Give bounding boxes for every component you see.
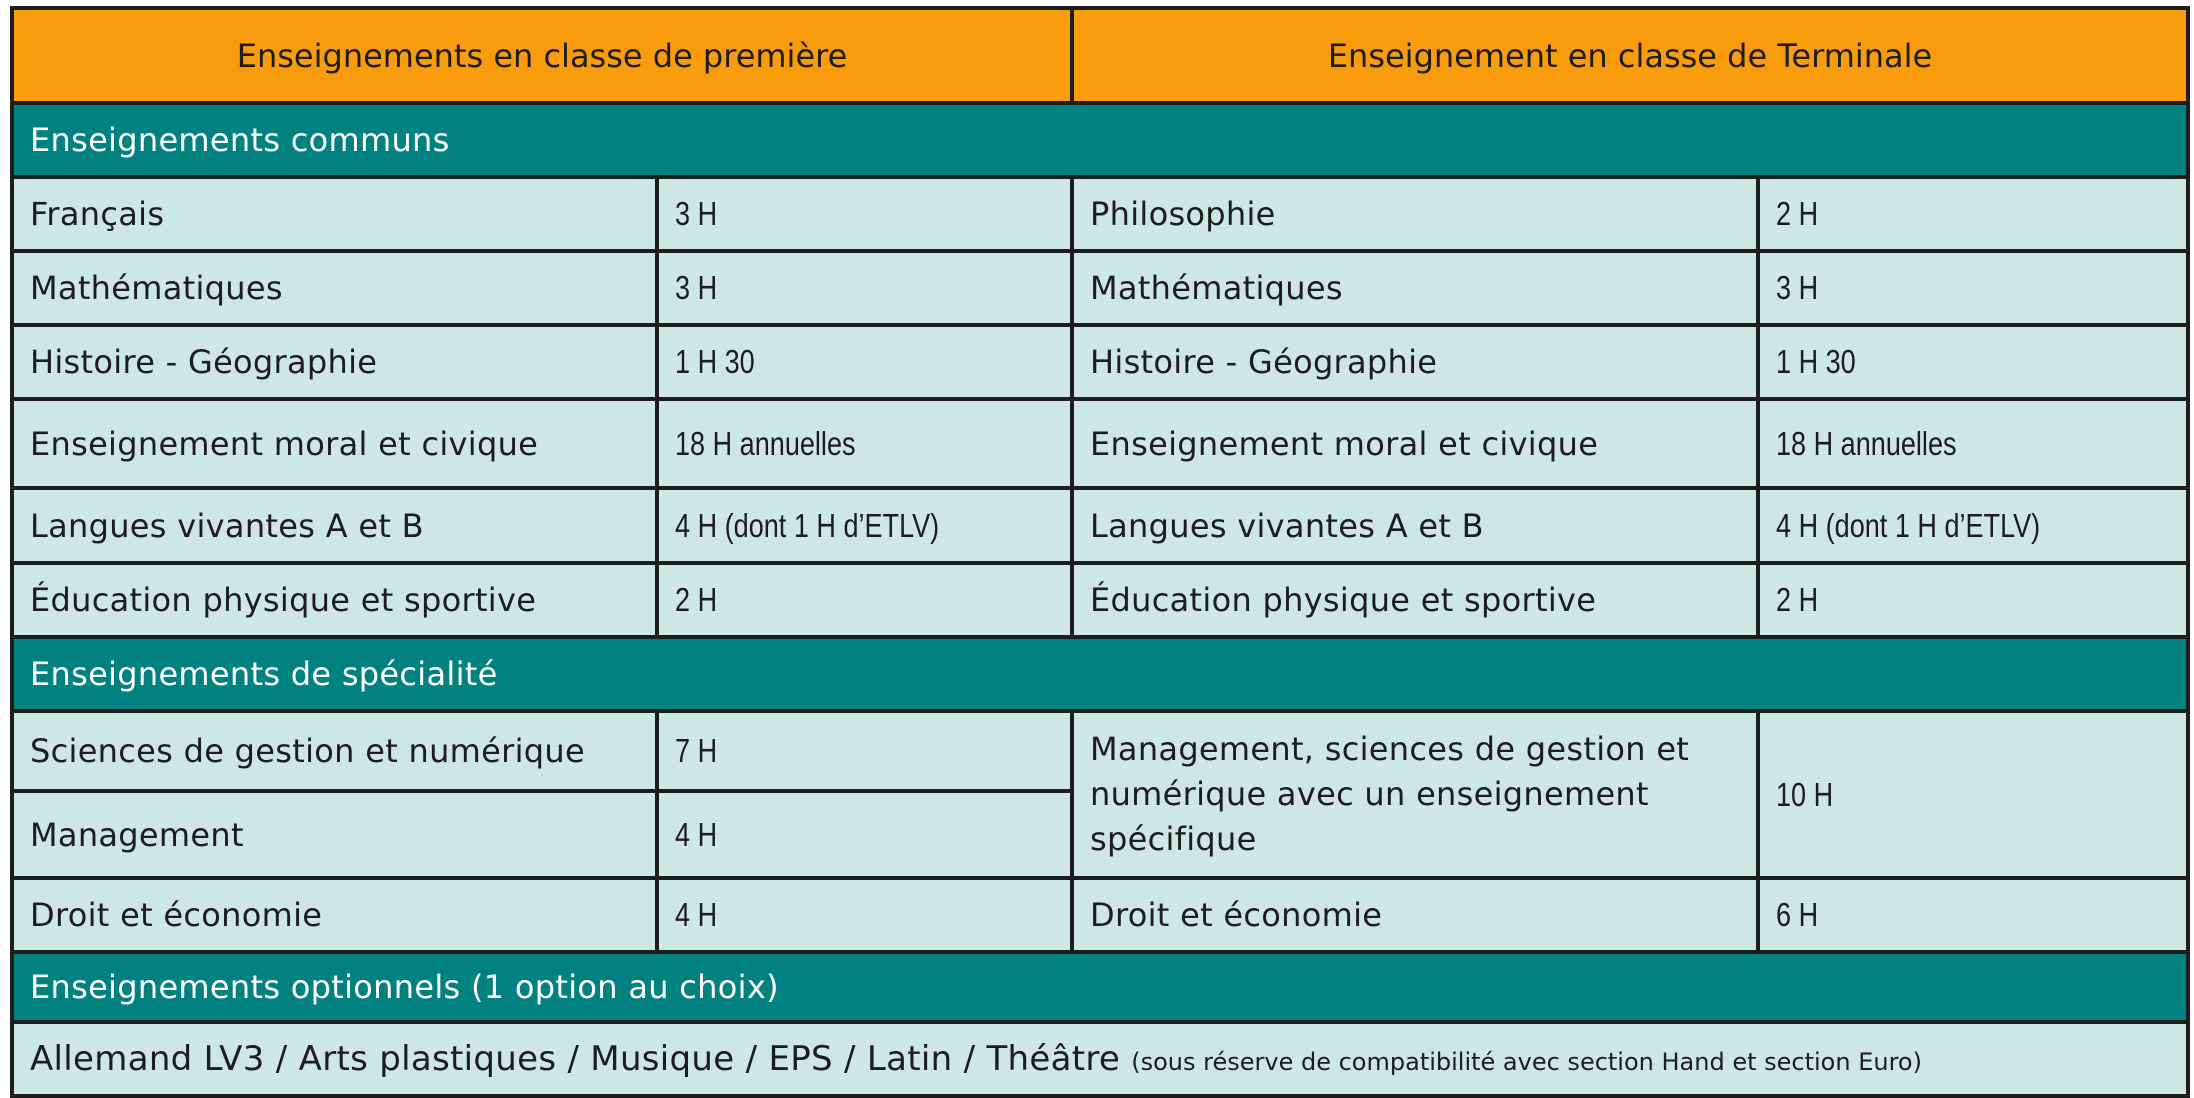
terminale-hours (1758, 878, 2188, 952)
options-list: Allemand LV3 / Arts plastiques / Musique / EPS / Latin / Théâtre (30, 1039, 1121, 1079)
section-row-optionnels (12, 952, 2188, 1022)
hours-value: 2 H (675, 581, 718, 618)
hours-value: 18 H annuelles (1776, 424, 1957, 462)
premiere-subject: Français (12, 177, 657, 251)
premiere-subject: Droit et économie (12, 878, 657, 952)
premiere-subject: Sciences de gestion et numérique (12, 711, 657, 791)
premiere-subject: Éducation physique et sportive (12, 563, 657, 637)
terminale-hours (1758, 488, 2188, 563)
premiere-subject: Histoire - Géographie (12, 325, 657, 399)
table-row (12, 399, 2188, 488)
premiere-hours (657, 878, 1072, 952)
table-row (12, 488, 2188, 563)
hours-value: 7 H (675, 732, 718, 769)
section-title-communs: Enseignements communs (12, 103, 2188, 177)
hours-value: 4 H (675, 896, 718, 933)
terminale-hours (1758, 325, 2188, 399)
terminale-subject: Management, sciences de gestion et numérique avec un enseignement spécifique (1072, 711, 1758, 878)
table-row (12, 563, 2188, 637)
premiere-hours (657, 251, 1072, 325)
premiere-hours (657, 563, 1072, 637)
table-row (12, 325, 2188, 399)
table-row (12, 711, 2188, 791)
terminale-hours (1758, 711, 2188, 878)
hours-value: 3 H (1776, 269, 1819, 306)
terminale-subject: Philosophie (1072, 177, 1758, 251)
section-row-specialite (12, 637, 2188, 711)
terminale-subject: Enseignement moral et civique (1072, 399, 1758, 488)
premiere-subject: Langues vivantes A et B (12, 488, 657, 563)
hours-value: 3 H (675, 195, 718, 232)
hours-value: 4 H (dont 1 H d’ETLV) (675, 506, 940, 544)
premiere-hours (657, 177, 1072, 251)
hours-value: 4 H (675, 815, 718, 853)
section-title-optionnels: Enseignements optionnels (1 option au choix) (12, 952, 2188, 1022)
terminale-subject: Histoire - Géographie (1072, 325, 1758, 399)
table-row (12, 177, 2188, 251)
premiere-subject: Enseignement moral et civique (12, 399, 657, 488)
premiere-hours (657, 325, 1072, 399)
terminale-hours (1758, 399, 2188, 488)
timetable-sheet (10, 6, 2186, 1090)
hours-value: 3 H (675, 269, 718, 306)
hours-table (10, 6, 2190, 1098)
hours-value: 4 H (dont 1 H d’ETLV) (1776, 506, 2041, 544)
terminale-hours (1758, 251, 2188, 325)
premiere-hours (657, 791, 1072, 878)
table-row (12, 878, 2188, 952)
terminale-subject: Éducation physique et sportive (1072, 563, 1758, 637)
premiere-header: Enseignements en classe de première (12, 8, 1072, 103)
table-row (12, 251, 2188, 325)
hours-value: 10 H (1776, 775, 1834, 813)
hours-value: 2 H (1776, 195, 1819, 232)
options-note: (sous réserve de compatibilité avec section Hand et section Euro) (1131, 1048, 1922, 1076)
premiere-hours (657, 399, 1072, 488)
premiere-subject: Mathématiques (12, 251, 657, 325)
section-row-communs (12, 103, 2188, 177)
terminale-header: Enseignement en classe de Terminale (1072, 8, 2188, 103)
hours-value: 6 H (1776, 896, 1819, 933)
terminale-hours (1758, 563, 2188, 637)
premiere-hours (657, 711, 1072, 791)
options-cell (12, 1022, 2188, 1096)
terminale-subject: Mathématiques (1072, 251, 1758, 325)
hours-value: 2 H (1776, 581, 1819, 618)
premiere-hours (657, 488, 1072, 563)
options-row (12, 1022, 2188, 1096)
hours-value: 1 H 30 (1776, 343, 1856, 380)
section-title-specialite: Enseignements de spécialité (12, 637, 2188, 711)
premiere-subject: Management (12, 791, 657, 878)
terminale-hours (1758, 177, 2188, 251)
header-row (12, 8, 2188, 103)
hours-value: 18 H annuelles (675, 424, 856, 462)
terminale-subject: Langues vivantes A et B (1072, 488, 1758, 563)
hours-value: 1 H 30 (675, 343, 755, 380)
terminale-subject: Droit et économie (1072, 878, 1758, 952)
